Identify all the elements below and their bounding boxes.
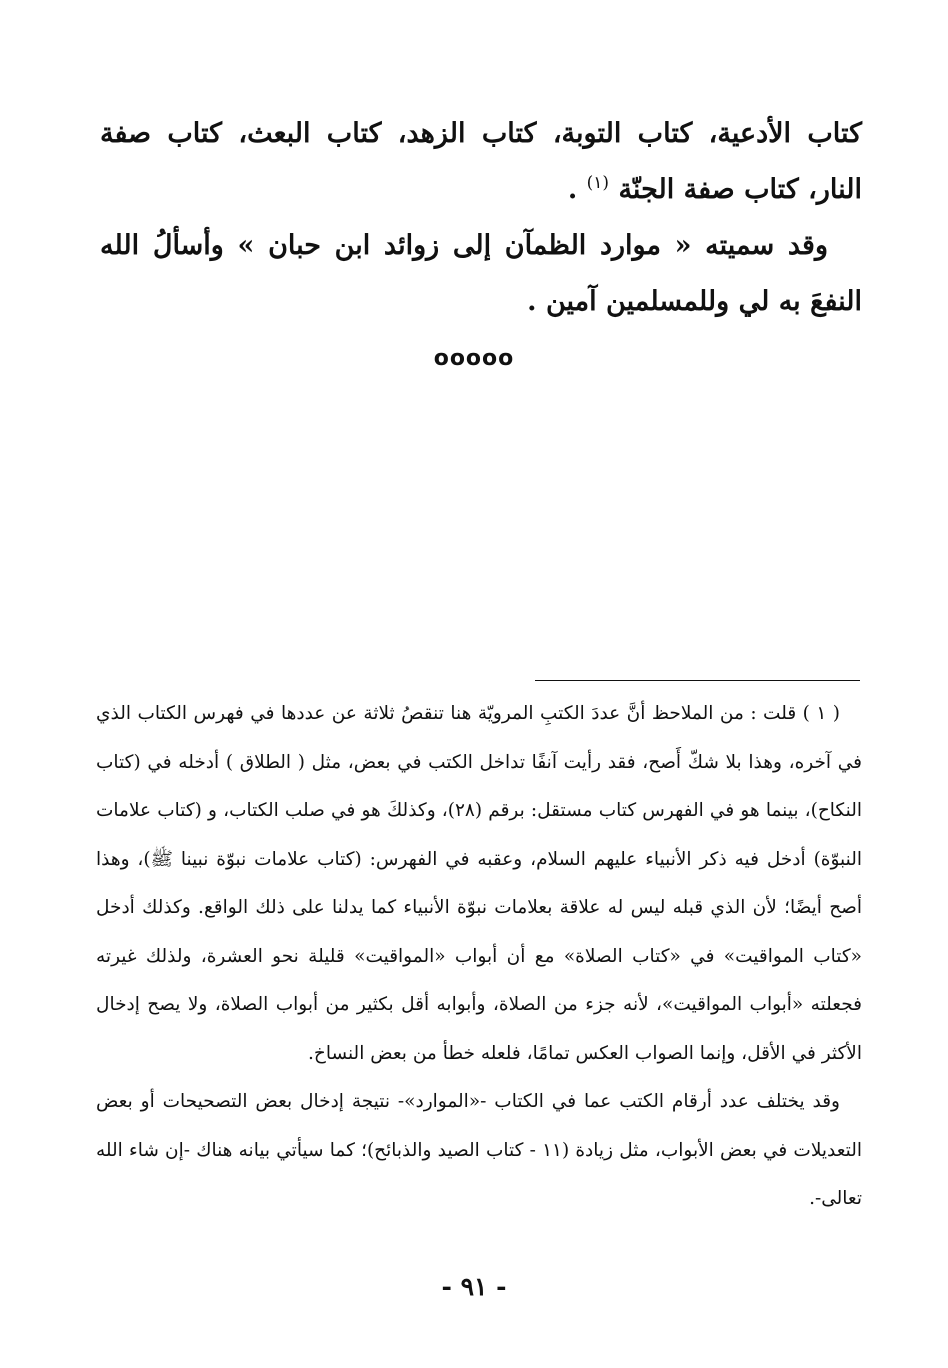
footnote bbox=[96, 690, 862, 1224]
footnote-paragraph-1: ( ١ ) قلت : من الملاحظ أنَّ عددَ الكتبِ المرويّة هنا تنقصُ ثلاثة عن عددها في فهرس الكتاب الذي في آخره، وهذا بلا شكّ أَصح، فقد رأيت آنفًا تداخل الكتب في بعض، مثل ( الطلاق ) أدخله في (كتاب النكاح)، بينما هو في الفهرس كتاب مستقل: برقم (٢٨)، وكذلكَ هو في صلب الكتاب، و (كتاب علامات النبوّة) أدخل فيه ذكر الأنبياء عليهم السلام، وعقبه في الفهرس: (كتاب علامات نبوّة نبينا ﷺ)، وهذا أصح أيضًا؛ لأن الذي قبله ليس له علاقة بعلامات نبوّة الأنبياء كما يدلنا على ذلك الواقع. وكذلك أدخل «كتاب المواقيت» في «كتاب الصلاة» مع أن أبواب «المواقيت» قليلة نحو العشرة، ولذلك غيرته فجعلته «أبواب المواقيت»، لأنه جزء من الصلاة، وأبوابه أقل بكثير من أبواب الصلاة، ولا يصح إدخال الأكثر في الأقل، وإنما الصواب العكس تمامًا، فلعله خطأ من بعض النساخ. bbox=[96, 703, 862, 1064]
main-paragraph-1-end: . bbox=[567, 174, 587, 205]
footnote-divider bbox=[535, 680, 860, 681]
footnote-reference[interactable]: (١) bbox=[586, 173, 610, 193]
main-paragraph-2: وقد سميته « موارد الظمآن إلى زوائد ابن حبان » وأسألُ الله النفعَ به لي وللمسلمين آمين . bbox=[100, 230, 862, 317]
main-paragraph-1 bbox=[100, 106, 862, 218]
main-paragraph-1-text: كتاب الأدعية، كتاب التوبة، كتاب الزهد، كتاب البعث، كتاب صفة النار، كتاب صفة الجنّة bbox=[100, 118, 862, 205]
page-number: - ٩١ - bbox=[441, 1272, 507, 1301]
main-text bbox=[100, 106, 862, 330]
section-separator: ooooo bbox=[433, 346, 515, 371]
footnote-paragraph-2: وقد يختلف عدد أرقام الكتب عما في الكتاب -«الموارد»- نتيجة إدخال بعض التصحيحات أو بعض التعديلات في بعض الأبواب، مثل زيادة (١١ - كتاب الصيد والذبائح)؛ كما سيأتي بيانه هناك -إن شاء الله تعالى-. bbox=[96, 1091, 862, 1209]
